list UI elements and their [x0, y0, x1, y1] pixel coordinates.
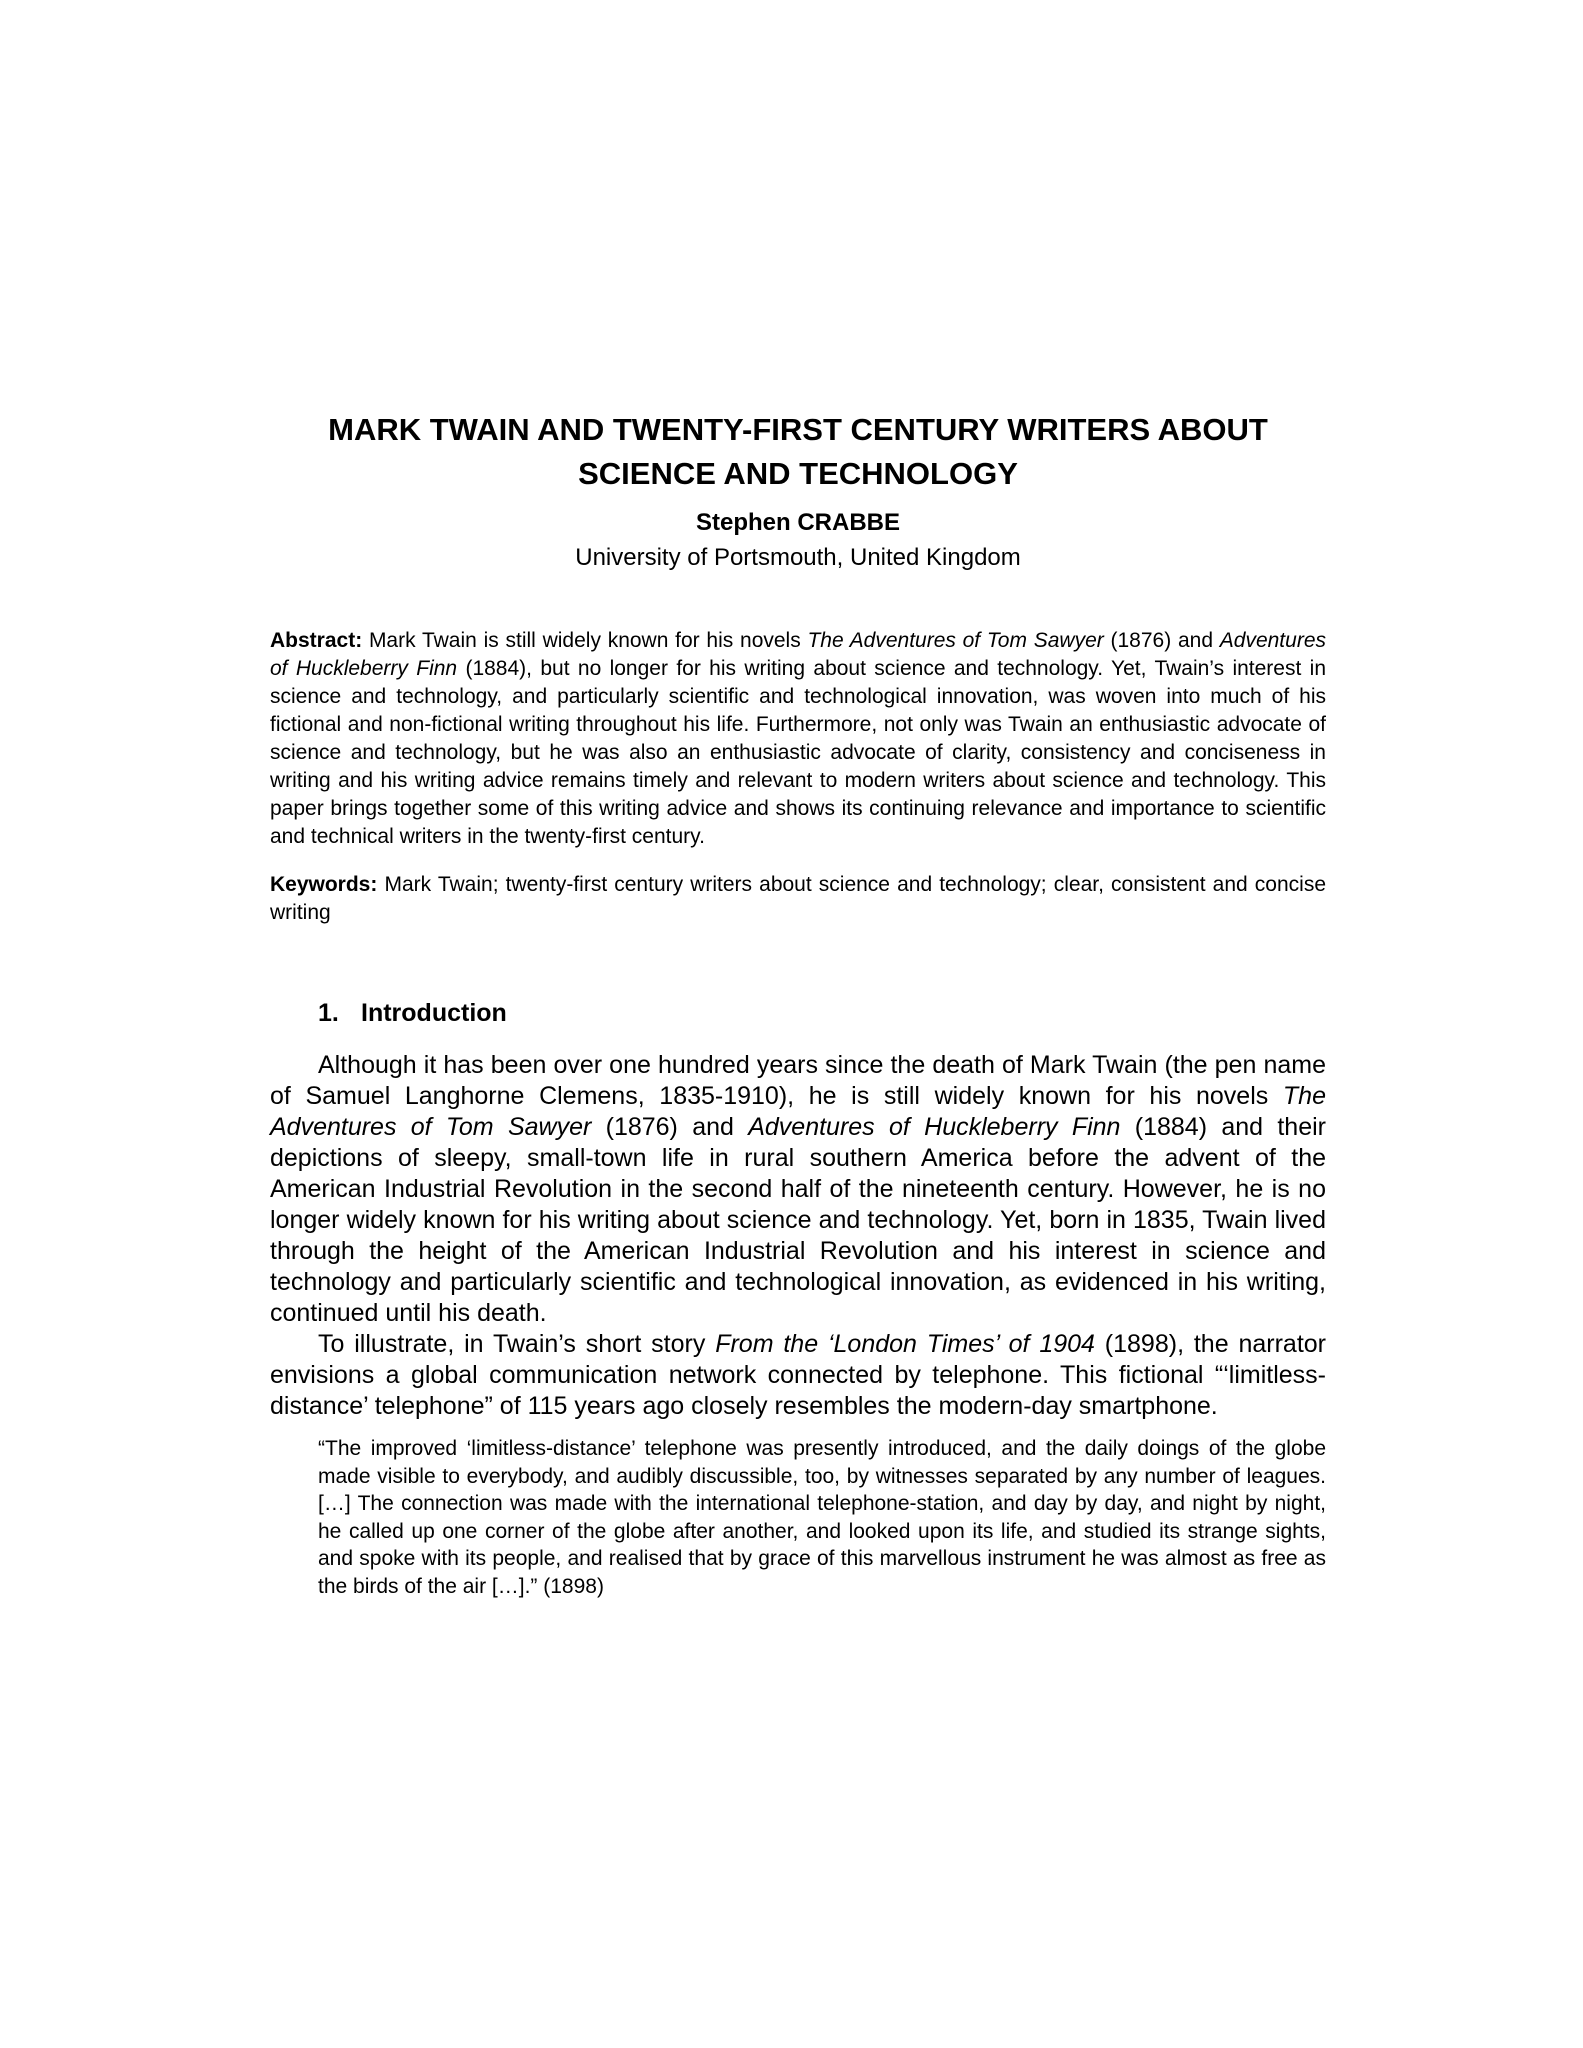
page-title: [270, 408, 1326, 496]
intro-paragraph-2: To illustrate, in Twain’s short story From the ‘London Times’ of 1904 (1898), the narrator envisions a global communication network connected by telephone. This fictional “‘limitless-distance’ telephone” of 115 years ago closely resembles the modern-day smartphone.: [270, 1330, 1326, 1420]
abstract-paragraph: Abstract: Mark Twain is still widely known for his novels The Adventures of Tom Sawyer (1876) and Adventures of Huckleberry Finn (1884), but no longer for his writing about science and technology. Yet, Twain’s interest in science and technology, and particularly scientific and technological innovation, was woven into much of his fictional and non-fictional writing throughout his life. Furthermore, not only was Twain an enthusiastic advocate of science and technology, but he was also an enthusiastic advocate of clarity, consistency and conciseness in writing and his writing advice remains timely and relevant to modern writers about science and technology. This paper brings together some of this writing advice and shows its continuing relevance and importance to scientific and technical writers in the twenty-first century.: [270, 629, 1326, 848]
author-name: Stephen CRABBE: [695, 509, 900, 536]
intro-paragraph-1: Although it has been over one hundred years since the death of Mark Twain (the pen name of Samuel Langhorne Clemens, 1835-1910), he is still widely known for his novels The Adventures of Tom Sawyer (1876) and Adventures of Huckleberry Finn (1884) and their depictions of sleepy, small-town life in rural southern America before the advent of the American Industrial Revolution in the second half of the nineteenth century. However, he is no longer widely known for his writing about science and technology. Yet, born in 1835, Twain lived through the height of the American Industrial Revolution and his interest in science and technology and particularly scientific and technological innovation, as evidenced in his writing, continued until his death.: [270, 1051, 1326, 1327]
section-1-heading: [318, 998, 1326, 1029]
page-title-line-1: MARK TWAIN AND TWENTY-FIRST CENTURY WRITERS ABOUT: [328, 412, 1268, 447]
section-1-number: 1.: [318, 999, 339, 1027]
page-title-line-2: SCIENCE AND TECHNOLOGY: [578, 456, 1018, 491]
section-1-title: Introduction: [361, 999, 507, 1027]
author-affiliation: University of Portsmouth, United Kingdom: [575, 544, 1021, 571]
byline: [270, 505, 1326, 575]
page-content: [270, 408, 1326, 1600]
keywords-paragraph: Keywords: Mark Twain; twenty-first century writers about science and technology; clear, consistent and concise writing: [270, 873, 1327, 924]
twain-block-quote: “The improved ‘limitless-distance’ telephone was presently introduced, and the daily doings of the globe made visible to everybody, and audibly discussible, too, by witnesses separated by any number of leagues. […] The connection was made with the international telephone-station, and day by day, and night by night, he called up one corner of the globe after another, and looked upon its life, and studied its strange sights, and spoke with its people, and realised that by grace of this marvellous instrument he was almost as free as the birds of the air […].” (1898): [318, 1437, 1326, 1598]
